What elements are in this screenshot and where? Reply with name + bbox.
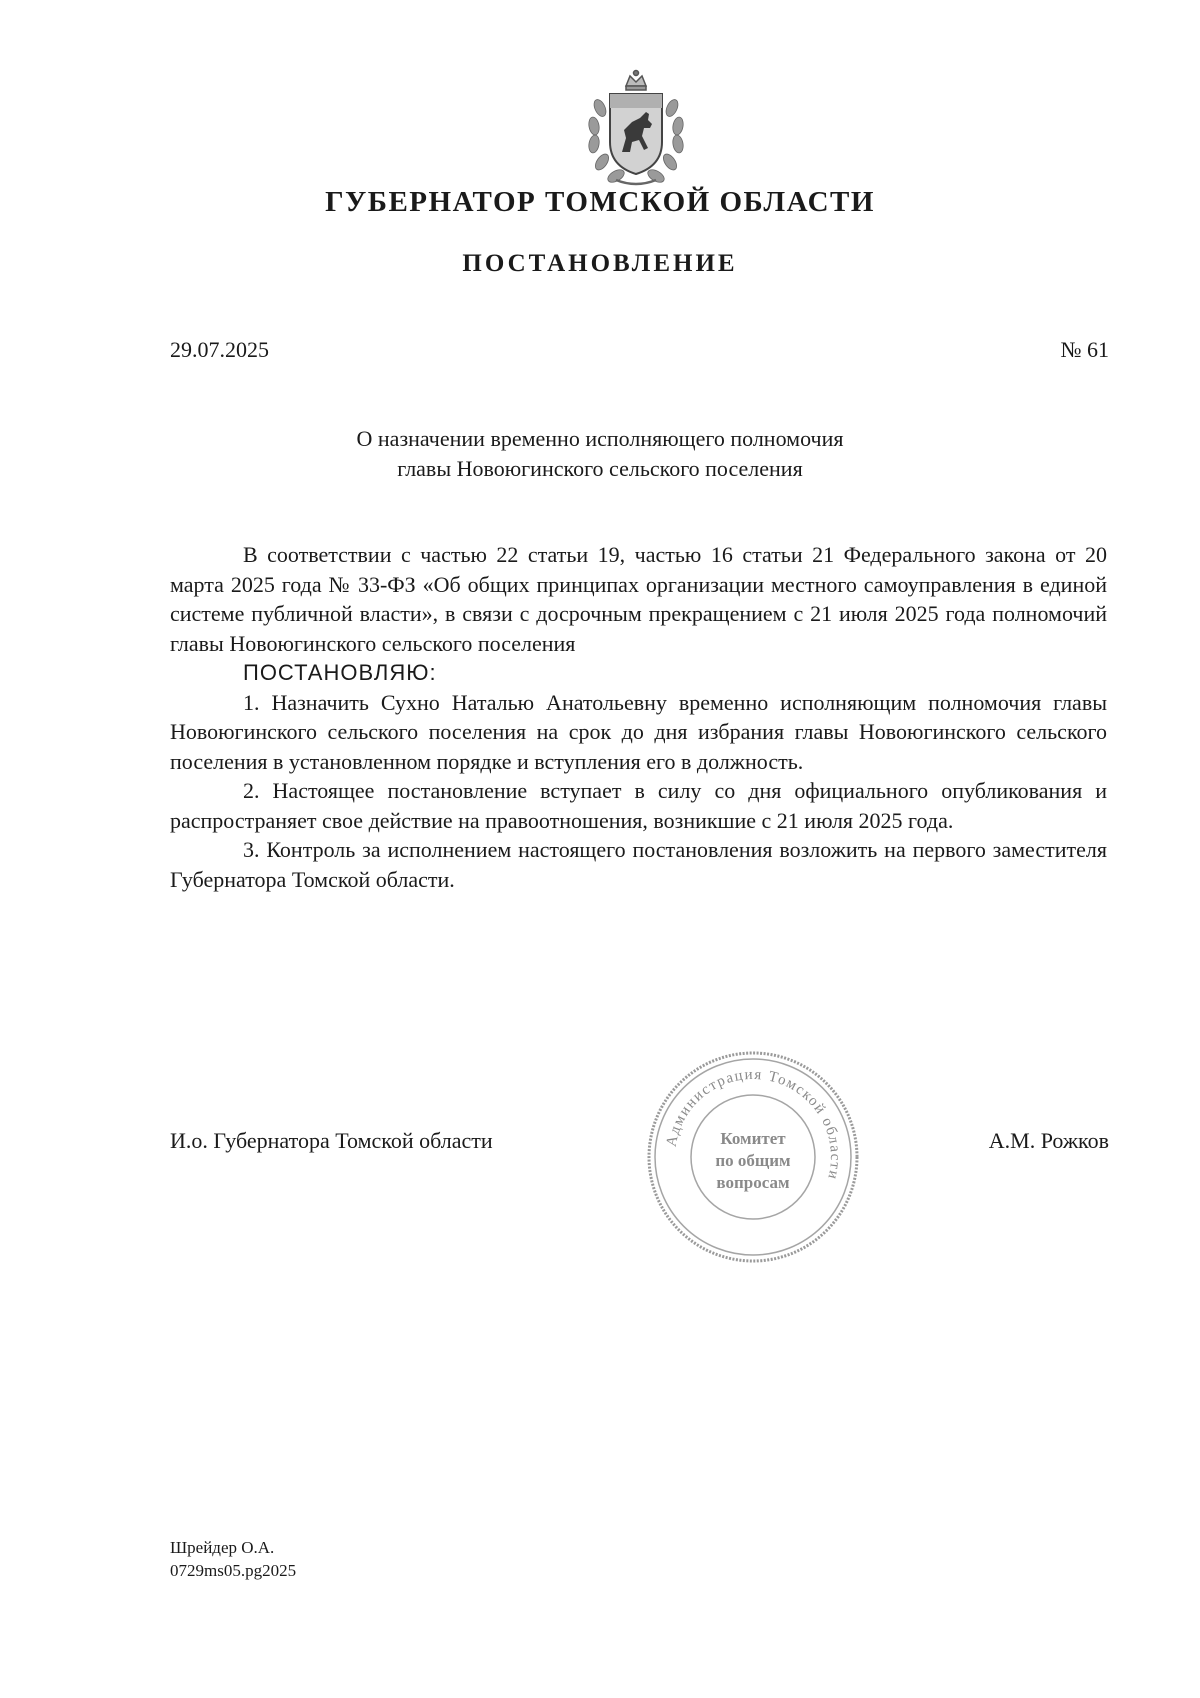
document-date: 29.07.2025 <box>170 337 269 362</box>
signer-name: А.М. Рожков <box>988 1128 1109 1153</box>
decree-item-1: 1. Назначить Сухно Наталью Анатольевну временно исполняющим полномочия главы Новоюгинского сельского поселения на срок до дня избрания главы Новоюгинского сельского поселения в установленном порядке и вступления его в должность. <box>170 689 1107 774</box>
subject-line-1: О назначении временно исполняющего полномочия <box>356 426 844 451</box>
signer-title: И.о. Губернатора Томской области <box>170 1128 493 1153</box>
seal-ring-text: Администрация Томской области <box>663 1066 844 1182</box>
document-body <box>170 540 1107 894</box>
coat-of-arms-icon <box>582 68 690 190</box>
document-number: № 61 <box>1060 337 1109 362</box>
subject-line-2: главы Новоюгинского сельского поселения <box>397 456 803 481</box>
executor-name: Шрейдер О.А. <box>170 1538 275 1557</box>
official-seal-stamp <box>644 1048 862 1266</box>
document-type-heading: ПОСТАНОВЛЕНИЕ <box>462 250 738 277</box>
decree-item-2: 2. Настоящее постановление вступает в силу со дня официального опубликования и распространяет свое действие на правоотношения, возникшие с 21 июля 2025 года. <box>170 778 1107 833</box>
issuing-authority: ГУБЕРНАТОР ТОМСКОЙ ОБЛАСТИ <box>325 186 875 218</box>
document-subject <box>0 424 1200 484</box>
seal-center-line-2: по общим <box>715 1151 791 1170</box>
seal-center-line-1: Комитет <box>720 1129 786 1148</box>
decree-item-3: 3. Контроль за исполнением настоящего постановления возложить на первого заместителя Губернатора Томской области. <box>170 837 1107 892</box>
seal-center-line-3: вопросам <box>716 1173 790 1192</box>
preamble-paragraph: В соответствии с частью 22 статьи 19, частью 16 статьи 21 Федерального закона от 20 марта 2025 года № 33-ФЗ «Об общих принципах организации местного самоуправления в единой системе публичной власти», в связи с досрочным прекращением с 21 июля 2025 года полномочий главы Новоюгинского сельского поселения <box>170 542 1107 656</box>
file-code: 0729ms05.pg2025 <box>170 1561 297 1580</box>
decree-word: ПОСТАНОВЛЯЮ: <box>243 660 437 685</box>
